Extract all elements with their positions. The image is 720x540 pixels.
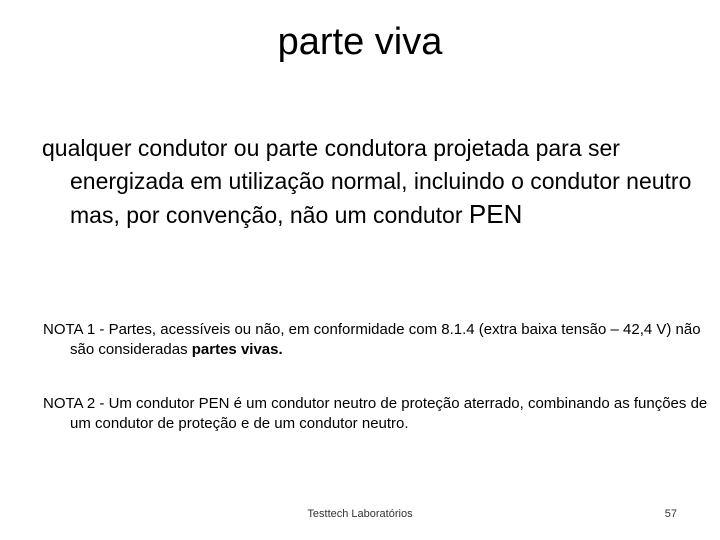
definition-paragraph bbox=[42, 132, 710, 232]
note-1-text: NOTA 1 - Partes, acessíveis ou não, em conformidade com 8.1.4 (extra baixa tensão – 42,4 V) não são consideradas bbox=[43, 321, 701, 358]
definition-text: qualquer condutor ou parte condutora projetada para ser energizada em utilização normal, incluindo o condutor neutro mas, por convenção, não um condutor bbox=[42, 135, 692, 228]
definition-pen-term: PEN bbox=[468, 199, 523, 229]
note-1-bold-term: partes vivas. bbox=[191, 341, 283, 358]
footer-text: Testtech Laboratórios bbox=[307, 508, 413, 520]
slide-title: parte viva bbox=[277, 21, 443, 63]
note-2 bbox=[43, 394, 710, 434]
note-2-text: NOTA 2 - Um condutor PEN é um condutor neutro de proteção aterrado, combinando as funções de um condutor de proteção e de um condutor neutro. bbox=[43, 395, 708, 432]
page-number: 57 bbox=[664, 508, 677, 520]
note-1 bbox=[43, 320, 710, 360]
